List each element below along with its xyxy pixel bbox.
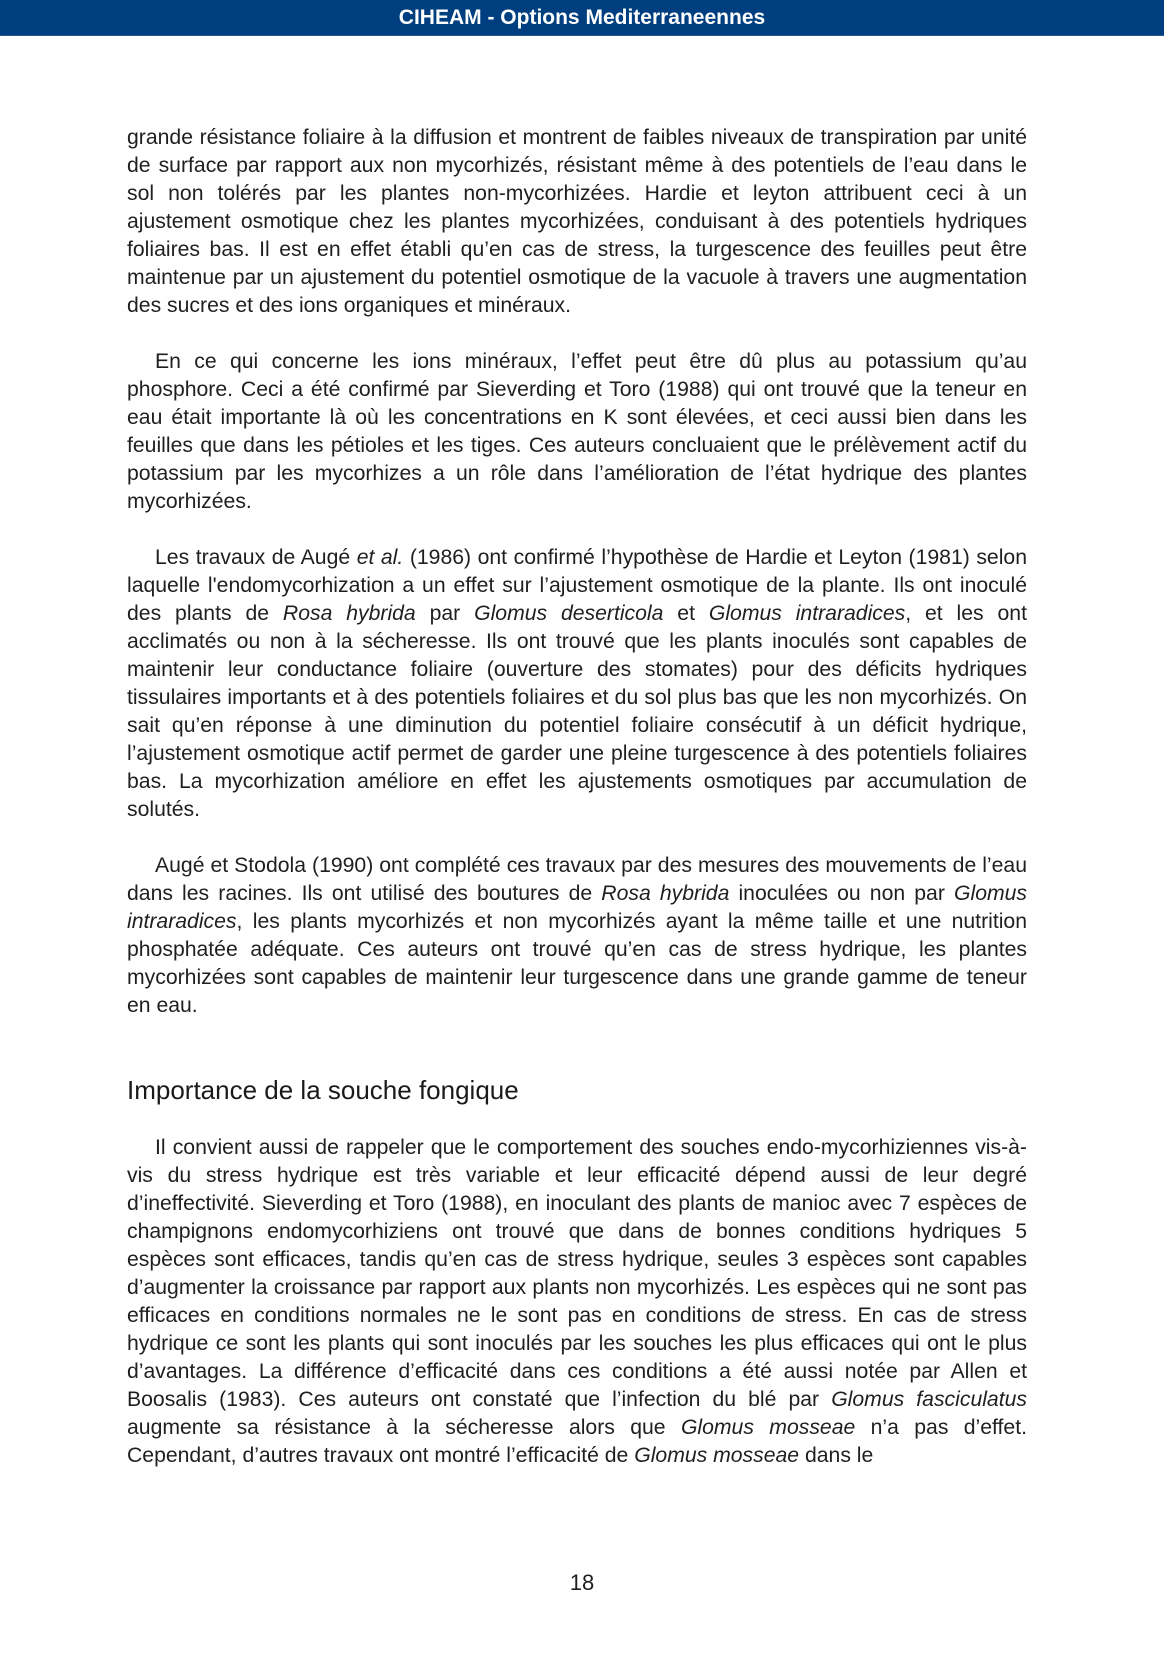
italic-term: Glomus fasciculatus (831, 1388, 1027, 1411)
section-paragraphs (127, 1134, 1027, 1470)
italic-term: Glomus deserticola (474, 602, 664, 625)
italic-term: Rosa hybrida (282, 602, 416, 625)
paragraph-p5 (127, 1134, 1027, 1470)
text-segment: En ce qui concerne les ions minéraux, l’effet peut être dû plus au potassium qu’au phosphore. Ceci a été confirmé par Sieverding et Toro (1988) qui ont trouvé que la teneur en eau était importante là où les concentrations en K sont élevées, et ceci aussi bien dans les feuilles que dans les pétioles et les tiges. Ces auteurs concluaient que le prélèvement actif du potassium par les mycorhizes a un rôle dans l’amélioration de l’état hydrique des plantes mycorhizées. (127, 350, 1027, 513)
text-segment: Augé et Stodola (1990) ont complété ces travaux par des mesures des mouvements de l’eau dans les racines. Ils ont utilisé des boutures de (127, 854, 1027, 905)
page-content (127, 124, 1027, 1498)
italic-term: Glomus mosseae (634, 1444, 800, 1467)
header-bar (0, 0, 1164, 36)
text-segment: grande résistance foliaire à la diffusion et montrent de faibles niveaux de transpiration par unité de surface par rapport aux non mycorhizés, résistant même à des potentiels de l’eau dans le sol non tolérés par les plantes non-mycorhizées. Hardie et leyton attribuent ceci à un ajustement osmotique chez les plantes mycorhizées, conduisant à des potentiels hydriques foliaires bas. Il est en effet établi qu’en cas de stress, la turgescence des feuilles peut être maintenue par un ajustement du potentiel osmotique de la vacuole à travers une augmentation des sucres et des ions organiques et minéraux. (127, 126, 1027, 317)
text-segment: , et les ont acclimatés ou non à la sécheresse. Ils ont trouvé que les plants inoculés sont capables de maintenir leur conductance foliaire (ouverture des stomates) pour des déficits hydriques tissulaires importants et à des potentiels foliaires et du sol plus bas que les non mycorhizés. On sait qu’en réponse à une diminution du potentiel foliaire consécutif à un déficit hydrique, l’ajustement osmotique actif permet de garder une pleine turgescence à des potentiels foliaires bas. La mycorhization améliore en effet les ajustements osmotiques par accumulation de solutés. (127, 602, 1027, 821)
paragraph-p4 (127, 852, 1027, 1020)
body-paragraphs (127, 124, 1027, 1020)
paragraph-p3 (127, 544, 1027, 824)
header-title: CIHEAM - Options Mediterraneennes (398, 5, 766, 29)
text-segment: , les plants mycorhizés et non mycorhizés ayant la même taille et une nutrition phosphatée adéquate. Ces auteurs ont trouvé qu’en cas de stress hydrique, les plantes mycorhizées sont capables de maintenir leur turgescence dans une grande gamme de teneur en eau. (127, 910, 1027, 1017)
text-segment: par (415, 602, 475, 625)
text-segment: inoculées ou non par (729, 882, 955, 905)
page-number: 18 (569, 1570, 595, 1595)
italic-term: Glomus intraradices (127, 882, 1028, 933)
italic-term: Glomus intraradices (708, 602, 906, 625)
text-segment: augmente sa résistance à la sécheresse alors que (127, 1416, 681, 1439)
paragraph-p2 (127, 348, 1027, 516)
text-segment: Il convient aussi de rappeler que le comportement des souches endo-mycorhiziennes vis-à-vis du stress hydrique est très variable et leur efficacité dépend aussi de leur degré d’ineffectivité. Sieverding et Toro (1988), en inoculant des plants de manioc avec 7 espèces de champignons endomycorhiziens ont trouvé que dans de bonnes conditions hydriques 5 espèces sont efficaces, tandis qu’en cas de stress hydrique, seules 3 espèces sont capables d’augmenter la croissance par rapport aux plants non mycorhizés. Les espèces qui ne sont pas efficaces en conditions normales ne le sont pas en conditions de stress. En cas de stress hydrique ce sont les plants qui sont inoculés par les souches les plus efficaces qui ont le plus d’avantages. La différence d’efficacité dans ces conditions a été aussi notée par Allen et Boosalis (1983). Ces auteurs ont constaté que l’infection du blé par (127, 1136, 1027, 1411)
text-segment: (1986) ont confirmé l’hypothèse de Hardie et Leyton (1981) selon laquelle l'endomycorhization a un effet sur l’ajustement osmotique de la plante. Ils ont inoculé des plants de (127, 546, 1027, 625)
italic-term: et al. (356, 546, 404, 569)
section-heading: Importance de la souche fongique (127, 1075, 519, 1105)
italic-term: Glomus mosseae (680, 1416, 856, 1439)
text-segment: dans le (799, 1444, 874, 1467)
italic-term: Rosa hybrida (601, 882, 730, 905)
text-segment: n’a pas d’effet. Cependant, d’autres travaux ont montré l’efficacité de (127, 1416, 1027, 1467)
text-segment: Les travaux de Augé (155, 546, 357, 569)
text-segment: et (663, 602, 709, 625)
paragraph-p1 (127, 124, 1027, 320)
